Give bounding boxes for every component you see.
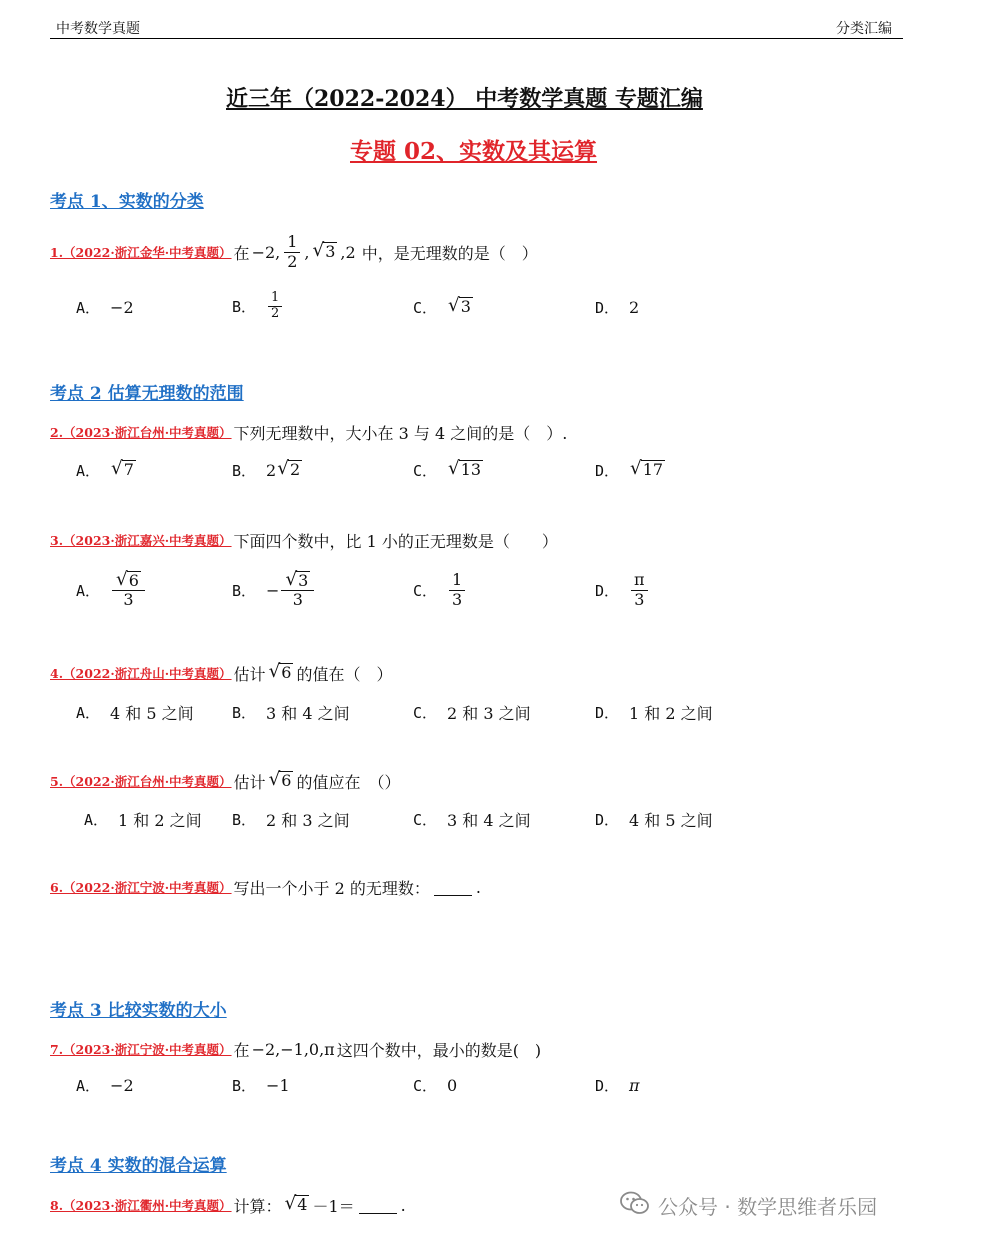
q2-stem: 下列无理数中，大小在 3 与 4 之间的是（ ）.: [233, 423, 568, 443]
section-3-heading: 考点 3 比较实数的大小: [50, 1001, 227, 1021]
question-6: [50, 875, 481, 899]
q3-stem: 下面四个数中，比 1 小的正无理数是（ ）: [233, 531, 558, 551]
q5-source: 5.（2022·浙江台州·中考真题）: [50, 774, 232, 789]
q1-option-b[interactable]: B． $\frac{1}{2}$: [232, 288, 284, 324]
q1-sqrt: √ 3: [312, 240, 336, 262]
header-right: 分类汇编: [836, 21, 892, 37]
header-left: 中考数学真题: [56, 21, 140, 37]
q4-option-d[interactable]: D． 1 和 2 之间: [595, 703, 713, 723]
section-1-heading: 考点 1、实数的分类: [50, 192, 204, 212]
q2-option-b[interactable]: B． 2 √ 2: [232, 458, 301, 480]
q4-option-a[interactable]: A． 4 和 5 之间: [76, 703, 194, 723]
q8-sqrt: √ 4: [284, 1193, 308, 1215]
q8-answer-blank[interactable]: [359, 1197, 397, 1214]
q6-stem: 写出一个小于 2 的无理数： .: [233, 877, 481, 898]
question-5: [50, 768, 400, 794]
q1-math-2: ,: [304, 242, 310, 262]
q5-option-c[interactable]: C． 3 和 4 之间: [413, 810, 531, 830]
q1-post: 中，是无理数的是（ ）: [361, 243, 538, 263]
header-rule: [50, 38, 903, 39]
question-8: [50, 1192, 406, 1218]
doc-subtitle: 专题 02、实数及其运算: [350, 138, 598, 165]
section-4-heading: 考点 4 实数的混合运算: [50, 1156, 227, 1176]
q3-option-d[interactable]: D． $\frac{\pi}{3}$: [595, 566, 650, 614]
q8-stem: 计算： √ 4 －1＝ .: [233, 1193, 406, 1216]
q5-option-a[interactable]: A． 1 和 2 之间: [84, 810, 202, 830]
doc-title: 近三年（2022-2024） 中考数学真题 专题汇编: [226, 86, 703, 112]
section-2-heading: 考点 2 估算无理数的范围: [50, 384, 244, 404]
q7-option-c[interactable]: C． 0: [413, 1075, 458, 1095]
q1-math-1: −2,: [251, 242, 281, 262]
q1-pre: 在: [233, 243, 250, 263]
q1-source: 1.（2022·浙江金华·中考真题）: [50, 245, 232, 260]
q5-stem: 估计 √ 6 的值应在 （）: [233, 769, 401, 792]
q7-option-a[interactable]: A． −2: [76, 1075, 134, 1095]
q2-source: 2.（2023·浙江台州·中考真题）: [50, 425, 232, 440]
q4-source: 4.（2022·浙江舟山·中考真题）: [50, 666, 232, 681]
q7-source: 7.（2023·浙江宁波·中考真题）: [50, 1042, 232, 1057]
q3-option-c[interactable]: C． $\frac{1}{3}$: [413, 566, 467, 614]
q4-option-c[interactable]: C． 2 和 3 之间: [413, 703, 531, 723]
q7-option-b[interactable]: B． −1: [232, 1075, 290, 1095]
q6-answer-blank[interactable]: [434, 879, 472, 896]
q4-stem: 估计 √ 6 的值在（ ）: [233, 661, 393, 684]
q1-fraction: [284, 233, 300, 271]
q7-stem: 在 −2,−1,0,π 这四个数中，最小的数是( ): [233, 1039, 542, 1060]
q2-option-c[interactable]: C． √ 13: [413, 458, 482, 480]
question-7: [50, 1037, 541, 1061]
wechat-icon: [620, 1190, 650, 1221]
question-1: [50, 230, 538, 274]
watermark-text: 公众号 · 数学思维者乐园: [658, 1195, 878, 1219]
q1-option-d[interactable]: D． 2: [595, 297, 640, 317]
q2-option-d[interactable]: D． √ 17: [595, 458, 664, 480]
q5-option-b[interactable]: B． 2 和 3 之间: [232, 810, 350, 830]
q5-option-d[interactable]: D． 4 和 5 之间: [595, 810, 713, 830]
q7-math: −2,−1,0,π: [251, 1039, 335, 1059]
q1-option-a[interactable]: A． −2: [76, 297, 134, 317]
q1-stem: [234, 233, 538, 271]
q3-source: 3.（2023·浙江嘉兴·中考真题）: [50, 533, 232, 548]
q1-frac-num: 1: [284, 233, 300, 252]
question-4: [50, 660, 392, 686]
q7-option-d[interactable]: D． π: [595, 1075, 640, 1095]
q1-option-c[interactable]: C． √ 3: [413, 295, 471, 317]
q2-option-a[interactable]: A． √ 7: [76, 458, 134, 480]
q1-math-3: ,2: [340, 242, 356, 262]
q1-frac-den: 2: [287, 251, 298, 271]
q8-source: 8.（2023·浙江衢州·中考真题）: [50, 1198, 232, 1213]
q6-source: 6.（2022·浙江宁波·中考真题）: [50, 880, 232, 895]
question-3: [50, 528, 558, 552]
q3-option-b[interactable]: B． − √ 3 3: [232, 566, 316, 614]
q4-sqrt: √ 6: [268, 661, 292, 683]
question-2: [50, 420, 567, 444]
watermark: [620, 1190, 877, 1221]
q5-sqrt: √ 6: [268, 769, 292, 791]
q3-option-a[interactable]: A． √ 6 3: [76, 566, 147, 614]
q4-option-b[interactable]: B． 3 和 4 之间: [232, 703, 350, 723]
